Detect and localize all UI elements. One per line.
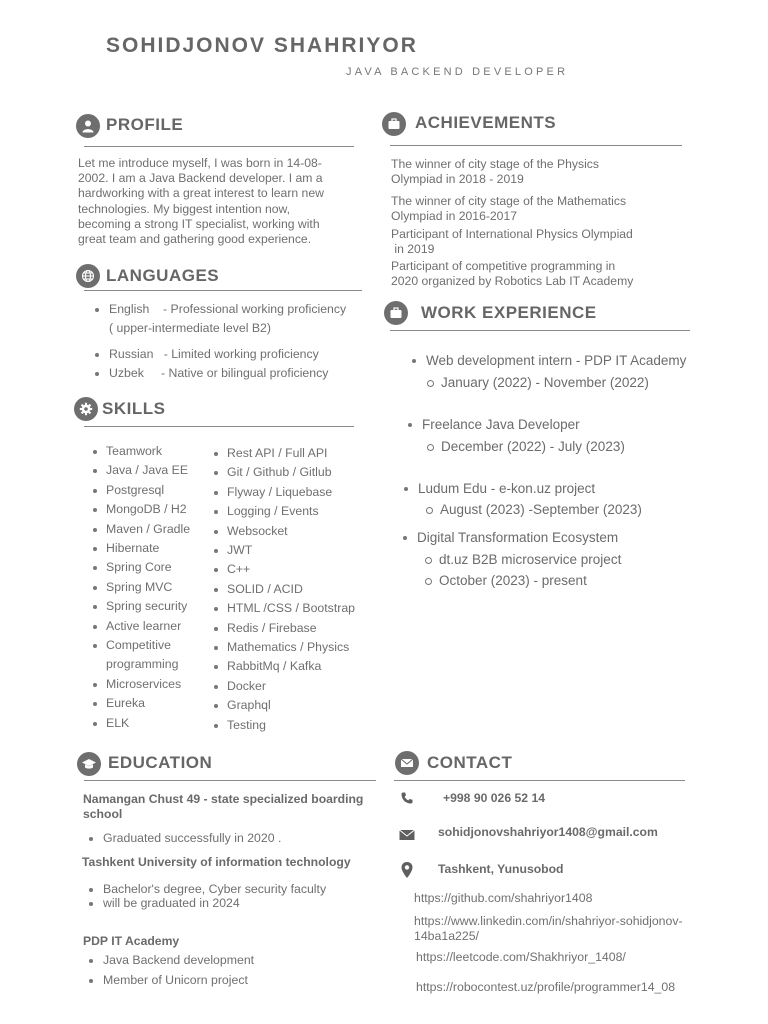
briefcase-icon — [384, 301, 408, 325]
academy-name: PDP IT Academy — [83, 934, 180, 948]
briefcase-icon — [382, 112, 406, 136]
skill-item: Git / Github / Gitlub — [227, 465, 332, 480]
skill-item: C++ — [227, 562, 251, 577]
university-name: Tashkent University of information technology — [82, 855, 351, 869]
job-title: JAVA BACKEND DEVELOPER — [346, 66, 569, 78]
job-date: August (2023) -September (2023) — [440, 502, 642, 517]
skill-item: Java / Java EE — [106, 463, 189, 478]
job-date: December (2022) - July (2023) — [441, 439, 625, 454]
education-divider — [84, 780, 376, 781]
skill-item: RabbitMq / Kafka — [227, 659, 322, 674]
achievement-item: Participant of International Physics Olympiad in 2019 — [391, 227, 633, 257]
job-date: January (2022) - November (2022) — [441, 375, 649, 390]
profile-text: Let me introduce myself, I was born in 14-08- 2002. I am a Java Backend developer. I am a hardworking with a great interest to learn new technologies. My biggest intention now, becoming a strong IT specialist, working with great team and gathering good experience. — [78, 156, 324, 247]
linkedin-link-continued[interactable]: 14ba1a225/ — [414, 929, 479, 943]
globe-icon — [76, 264, 100, 288]
skill-item: Rest API / Full API — [227, 446, 328, 460]
skill-item: Docker — [227, 678, 266, 693]
languages-heading: LANGUAGES — [106, 266, 220, 285]
education-note: Graduated successfully in 2020 . — [103, 831, 282, 845]
phone-icon — [398, 789, 416, 807]
achievements-heading: ACHIEVEMENTS — [415, 113, 557, 132]
job-title-item: Ludum Edu - e-kon.uz project — [418, 481, 596, 496]
job-project: dt.uz B2B microservice project — [439, 552, 622, 567]
skill-item: Hibernate — [106, 541, 160, 555]
education-heading: EDUCATION — [108, 753, 213, 772]
phone-number[interactable]: +998 90 026 52 14 — [443, 791, 545, 805]
language-english-note: ( upper-intermediate level B2) — [109, 321, 271, 335]
work-divider — [390, 330, 690, 331]
envelope-icon — [398, 826, 416, 844]
languages-divider — [84, 290, 362, 291]
leetcode-link[interactable]: https://leetcode.com/Shakhriyor_1408/ — [416, 950, 626, 964]
job-title-item: Web development intern - PDP IT Academy — [426, 353, 687, 368]
achievements-divider — [390, 145, 682, 146]
skill-item: MongoDB / H2 — [106, 502, 187, 517]
education-note: will be graduated in 2024 — [103, 896, 240, 910]
achievement-item: Participant of competitive programming in 2020 organized by Robotics Lab IT Academy — [391, 259, 634, 289]
profile-divider — [84, 146, 354, 147]
skill-item: Maven / Gradle — [106, 521, 191, 536]
skill-item: Graphql — [227, 698, 271, 713]
skill-item: SOLID / ACID — [227, 581, 303, 596]
school-name: Namangan Chust 49 - state specialized boarding — [83, 792, 364, 806]
skill-item: Websocket — [227, 523, 288, 538]
language-uzbek: Uzbek - Native or bilingual proficiency — [109, 366, 329, 380]
skill-item: Spring security — [106, 599, 188, 614]
skill-item: Logging / Events — [227, 504, 319, 519]
work-experience-heading: WORK EXPERIENCE — [421, 303, 597, 322]
contact-heading: CONTACT — [427, 753, 513, 772]
skill-item: Flyway / Liquebase — [227, 484, 333, 499]
skill-item: Microservices — [106, 676, 182, 691]
skill-item: Spring Core — [106, 560, 172, 575]
github-link[interactable]: https://github.com/shahriyor1408 — [414, 891, 593, 905]
profile-heading: PROFILE — [106, 115, 184, 134]
skill-item: Teamwork — [106, 444, 163, 458]
skill-item: ELK — [106, 715, 130, 730]
linkedin-link[interactable]: https://www.linkedin.com/in/shahriyor-sohidjonov- — [414, 914, 683, 928]
person-icon — [76, 114, 100, 138]
skills-divider — [84, 426, 354, 427]
achievement-item: The winner of city stage of the Physics Olympiad in 2018 - 2019 — [391, 157, 599, 187]
language-english: English - Professional working proficiency — [109, 302, 347, 316]
skills-heading: SKILLS — [102, 399, 166, 418]
skill-item: Postgresql — [106, 482, 165, 497]
skill-item: Spring MVC — [106, 579, 173, 594]
achievement-item: The winner of city stage of the Mathematics Olympiad in 2016-2017 — [391, 194, 627, 224]
candidate-name: SOHIDJONOV SHAHRIYOR — [106, 34, 418, 57]
education-note: Java Backend development — [103, 953, 255, 967]
skill-item: Redis / Firebase — [227, 620, 317, 635]
skill-item-continued: programming — [106, 657, 179, 672]
job-date: October (2023) - present — [439, 573, 587, 588]
location-pin-icon — [398, 861, 416, 879]
email-address[interactable]: sohidjonovshahriyor1408@gmail.com — [438, 825, 658, 839]
school-name-continued: school — [83, 807, 123, 821]
graduation-cap-icon — [77, 752, 101, 776]
skill-item: JWT — [227, 543, 253, 557]
job-title-item: Freelance Java Developer — [422, 417, 580, 432]
language-russian: Russian - Limited working proficiency — [109, 347, 319, 361]
education-note: Bachelor's degree, Cyber security faculty — [103, 882, 327, 896]
skill-item: Active learner — [106, 618, 182, 633]
envelope-icon — [395, 751, 419, 775]
skill-item: Testing — [227, 717, 266, 732]
education-note: Member of Unicorn project — [103, 973, 248, 987]
contact-divider — [394, 780, 685, 781]
job-title-item: Digital Transformation Ecosystem — [417, 530, 619, 545]
robocontest-link[interactable]: https://robocontest.uz/profile/programmer14_08 — [416, 980, 676, 994]
skill-item: HTML /CSS / Bootstrap — [227, 601, 356, 616]
location-text: Tashkent, Yunusobod — [438, 862, 564, 876]
skill-item: Mathematics / Physics — [227, 640, 350, 654]
gear-icon — [74, 397, 98, 421]
skill-item: Eureka — [106, 696, 145, 711]
skill-item: Competitive — [106, 638, 171, 652]
